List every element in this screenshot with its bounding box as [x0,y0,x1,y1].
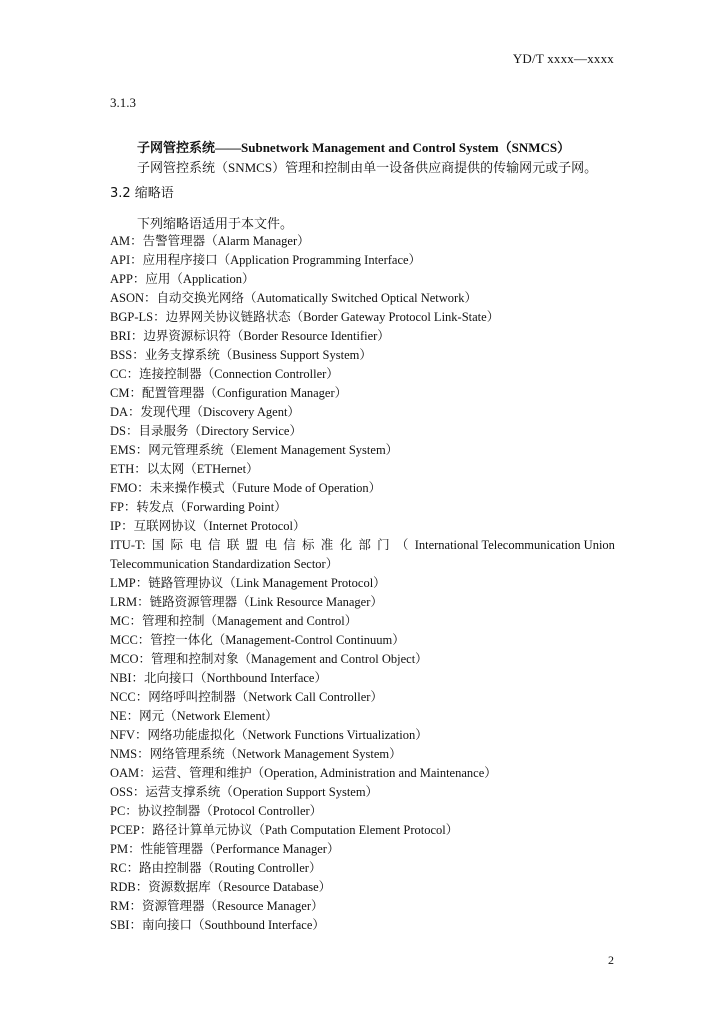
list-item: ASON：自动交换光网络（Automatically Switched Optical Network） [110,291,477,305]
itu-t-char: 门 [377,538,390,552]
itu-t-english: International Telecommunication Union [414,538,615,552]
standard-number-header: YD/T xxxx—xxxx [512,51,614,66]
section-title: 3.2 缩略语 [110,186,174,201]
term-definition: 子网管控系统（SNMCS）管理和控制由单一设备供应商提供的传输网元或子网。 [137,160,598,175]
list-item: FMO：未来操作模式（Future Mode of Operation） [110,481,382,495]
list-item: BSS：业务支撑系统（Business Support System） [110,348,372,362]
list-item: OAM：运营、管理和维护（Operation, Administration and Maintenance） [110,766,497,780]
itu-t-char: 标 [302,538,315,552]
list-item: PM：性能管理器（Performance Manager） [110,842,340,856]
list-item: NFV：网络功能虚拟化（Network Functions Virtualization） [110,728,428,742]
itu-t-char: 化 [339,538,353,552]
itu-t-char: 信 [283,538,296,552]
itu-t-line-2: Telecommunication Standardization Sector） [110,557,339,571]
list-item: APP：应用（Application） [110,272,255,286]
intro-text: 下列缩略语适用于本文件。 [137,216,294,231]
list-item: API：应用程序接口（Application Programming Interface） [110,253,422,267]
list-item: SBI：南向接口（Southbound Interface） [110,918,325,932]
list-item: ETH：以太网（ETHernet） [110,462,259,476]
itu-t-char: （ [395,538,409,552]
list-item: NE：网元（Network Element） [110,709,278,723]
list-item: BRI：边界资源标识符（Border Resource Identifier） [110,329,390,343]
list-item: AM：告警管理器（Alarm Manager） [110,234,310,248]
itu-t-char: 电 [189,538,202,552]
list-item: NMS：网络管理系统（Network Management System） [110,747,402,761]
list-item: MCO：管理和控制对象（Management and Control Object） [110,652,428,666]
itu-t-prefix: ITU-T: [110,538,146,552]
itu-t-line-1 [110,536,615,555]
list-item: EMS：网元管理系统（Element Management System） [110,443,399,457]
list-item: PCEP：路径计算单元协议（Path Computation Element Protocol） [110,823,459,837]
page-number: 2 [608,953,614,967]
itu-t-char: 国 [151,538,165,552]
list-item: CC：连接控制器（Connection Controller） [110,367,339,381]
itu-t-char: 盟 [245,538,259,552]
list-item: MC：管理和控制（Management and Control） [110,614,358,628]
list-item: RC：路由控制器（Routing Controller） [110,861,322,875]
abbreviation-list [110,232,615,935]
list-item: BGP-LS：边界网关协议链路状态（Border Gateway Protocol Link-State） [110,310,500,324]
list-item: IP：互联网协议（Internet Protocol） [110,519,306,533]
list-item: CM：配置管理器（Configuration Manager） [110,386,348,400]
list-item: FP：转发点（Forwarding Point） [110,500,287,514]
itu-t-char: 部 [358,538,371,552]
list-item: OSS：运营支撑系统（Operation Support System） [110,785,379,799]
list-item: RDB：资源数据库（Resource Database） [110,880,332,894]
list-item-itu-t [110,536,615,574]
list-item: DA：发现代理（Discovery Agent） [110,405,300,419]
itu-t-char: 联 [226,538,240,552]
itu-t-char: 信 [208,538,221,552]
list-item: LMP：链路管理协议（Link Management Protocol） [110,576,386,590]
itu-t-char: 准 [320,538,334,552]
list-item: RM：资源管理器（Resource Manager） [110,899,324,913]
list-item: DS：目录服务（Directory Service） [110,424,302,438]
list-item: PC：协议控制器（Protocol Controller） [110,804,323,818]
list-item: MCC：管控一体化（Management-Control Continuum） [110,633,405,647]
clause-number: 3.1.3 [110,95,136,110]
list-item: LRM：链路资源管理器（Link Resource Manager） [110,595,383,609]
term-title: 子网管控系统——Subnetwork Management and Control System（SNMCS） [137,140,571,155]
itu-t-char: 电 [264,538,277,552]
itu-t-char: 际 [170,538,184,552]
list-item: NBI：北向接口（Northbound Interface） [110,671,327,685]
list-item: NCC：网络呼叫控制器（Network Call Controller） [110,690,383,704]
